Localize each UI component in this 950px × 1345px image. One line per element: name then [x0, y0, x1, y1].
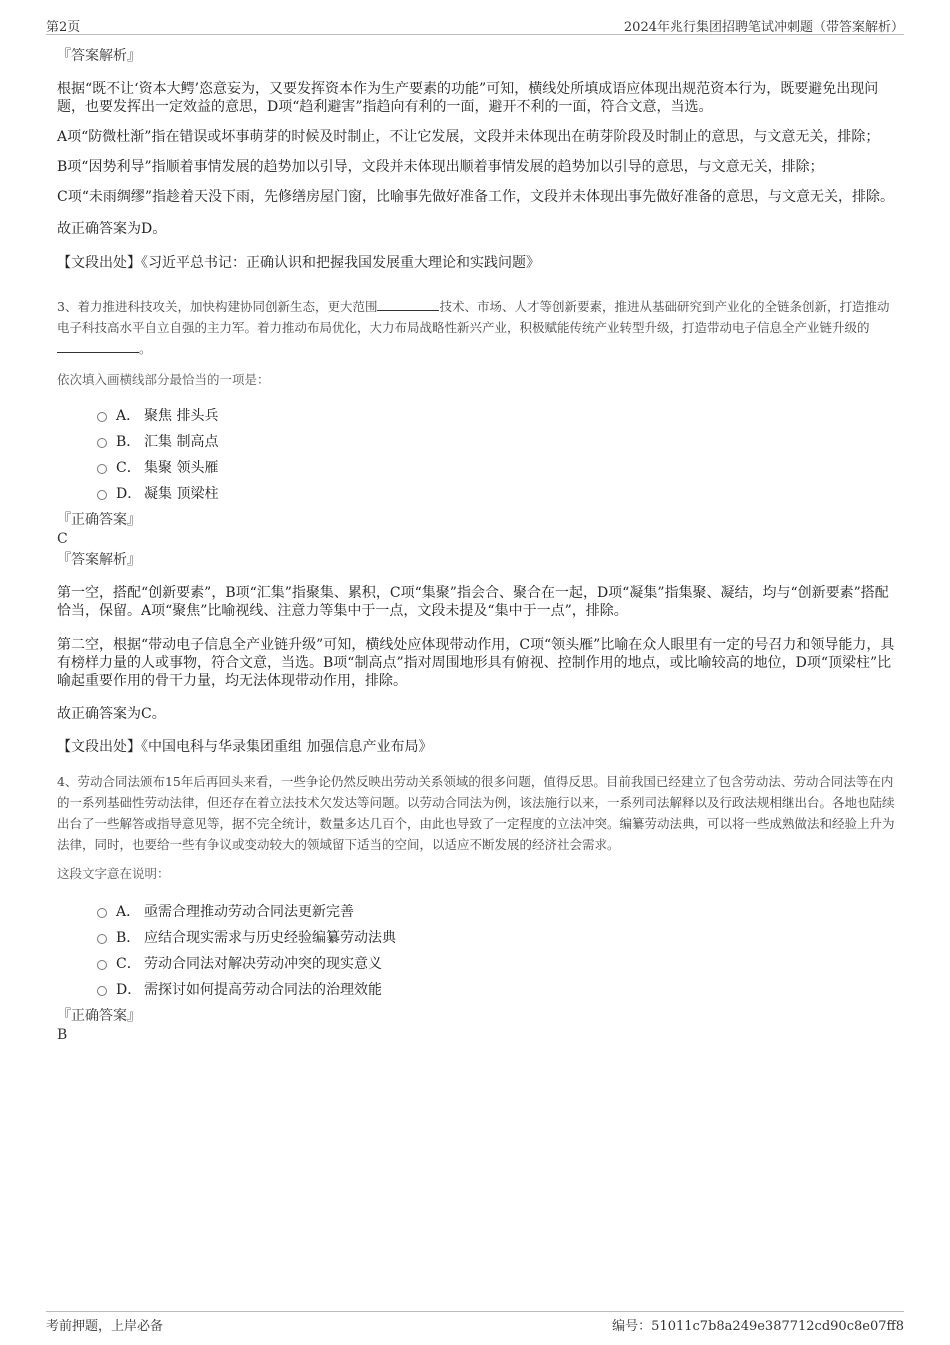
page-header — [46, 14, 904, 35]
fill-blank — [57, 341, 139, 353]
correct-answer: B — [57, 1027, 68, 1043]
radio-icon[interactable] — [97, 986, 107, 996]
analysis-tag: 『答案解析』 — [57, 552, 141, 568]
option-b[interactable]: B． 汇集 制高点 — [97, 428, 895, 454]
question-prompt: 依次填入画横线部分最恰当的一项是： — [57, 372, 270, 387]
footer-slogan: 考前押题，上岸必备 — [46, 1319, 164, 1334]
analysis-paragraph: 第一空，搭配“创新要素”，B项“汇集”指聚集、累积，C项“集聚”指会合、聚合在一起，D项“凝集”指集聚、凝结，均与“创新要素”搭配恰当，保留。A项“聚焦”比喻视线、注意力等集中于一点，文段未提及“集中于一点”，排除。 — [57, 585, 889, 619]
source-note: 【文段出处】《中国电科与华录集团重组 加强信息产业布局》 — [57, 739, 433, 755]
fill-blank — [377, 299, 439, 311]
radio-icon[interactable] — [97, 464, 107, 474]
radio-icon[interactable] — [97, 908, 107, 918]
analysis-paragraph: 根据“既不让‘资本大鳄’恣意妄为，又要发挥资本作为生产要素的功能”可知，横线处所填成语应体现出规范资本行为，既要避免出现问题，也要发挥出一定效益的意思，D项“趋利避害”指趋向有利的一面，避开不利的一面，符合文意，当选。 — [57, 81, 879, 115]
analysis-paragraph: B项“因势利导”指顺着事情发展的趋势加以引导，文段并未体现出顺着事情发展的趋势加以引导的意思，与文意无关，排除； — [57, 159, 824, 175]
options-list — [57, 898, 895, 1002]
answer-summary: 故正确答案为C。 — [57, 706, 166, 722]
page-footer — [46, 1311, 904, 1334]
source-note: 【文段出处】《习近平总书记：正确认识和把握我国发展重大理论和实践问题》 — [57, 255, 540, 271]
correct-answer-tag: 『正确答案』 — [57, 512, 141, 528]
question-stem: 3、着力推进科技攻关，加快构建协同创新生态，更大范围 技术、市场、人才等创新要素，推进从基础研究到产业化的全链条创新，打造推动电子科技高水平自立自强的主力军。着力推动布局优化，大力布局战略性新兴产业，积极赋能传统产业转型升级，打造带动电子信息全产业链升级的。 — [57, 299, 890, 356]
radio-icon[interactable] — [97, 438, 107, 448]
analysis-paragraph: C项“未雨绸缪”指趁着天没下雨，先修缮房屋门窗，比喻事先做好准备工作，文段并未体现出事先做好准备的意思，与文意无关，排除。 — [57, 189, 895, 205]
correct-answer: C — [57, 531, 68, 547]
option-b[interactable]: B． 应结合现实需求与历史经验编纂劳动法典 — [97, 924, 895, 950]
options-list — [57, 402, 895, 506]
analysis-paragraph: A项“防微杜渐”指在错误或坏事萌芽的时候及时制止，不让它发展，文段并未体现出在萌芽阶段及时制止的意思，与文意无关，排除； — [57, 129, 880, 145]
radio-icon[interactable] — [97, 412, 107, 422]
document-title: 2024年兆行集团招聘笔试冲刺题（带答案解析） — [623, 20, 904, 35]
page-content — [57, 46, 895, 1044]
answer-summary: 故正确答案为D。 — [57, 221, 167, 237]
page-number: 第2页 — [46, 20, 81, 35]
document-id: 编号：51011c7b8a249e387712cd90c8e07ff8 — [612, 1319, 904, 1334]
option-d[interactable]: D． 凝集 顶梁柱 — [97, 480, 895, 506]
question-prompt: 这段文字意在说明： — [57, 866, 170, 881]
question-stem: 4、劳动合同法颁布15年后再回头来看，一些争论仍然反映出劳动关系领域的很多问题，值得反思。目前我国已经建立了包含劳动法、劳动合同法等在内的一系列基础性劳动法律，但还存在着立法技术欠发达等问题。以劳动合同法为例，该法施行以来，一系列司法解释以及行政法规相继出台。各地也陆续出台了一些解答或指导意见等，据不完全统计，数量多达几百个，由此也导致了一定程度的立法冲突。编纂劳动法典，可以将一些成熟做法和经验上升为法律，同时，也要给一些有争议或变动较大的领域留下适当的空间，以适应不断发展的经济社会需求。 — [57, 774, 895, 852]
radio-icon[interactable] — [97, 934, 107, 944]
option-c[interactable]: C． 劳动合同法对解决劳动冲突的现实意义 — [97, 950, 895, 976]
correct-answer-tag: 『正确答案』 — [57, 1008, 141, 1024]
option-a[interactable]: A． 聚焦 排头兵 — [97, 402, 895, 428]
radio-icon[interactable] — [97, 490, 107, 500]
option-a[interactable]: A． 亟需合理推动劳动合同法更新完善 — [97, 898, 895, 924]
analysis-paragraph: 第二空，根据“带动电子信息全产业链升级”可知，横线处应体现带动作用，C项“领头雁”比喻在众人眼里有一定的号召力和领导能力，具有榜样力量的人或事物，符合文意，当选。B项“制高点”指对周围地形具有俯视、控制作用的地点，或比喻较高的地位，D项“顶梁柱”比喻起重要作用的骨干力量，均无法体现带动作用，排除。 — [57, 637, 895, 689]
option-d[interactable]: D． 需探讨如何提高劳动合同法的治理效能 — [97, 976, 895, 1002]
option-c[interactable]: C． 集聚 领头雁 — [97, 454, 895, 480]
analysis-tag: 『答案解析』 — [57, 48, 141, 64]
radio-icon[interactable] — [97, 960, 107, 970]
